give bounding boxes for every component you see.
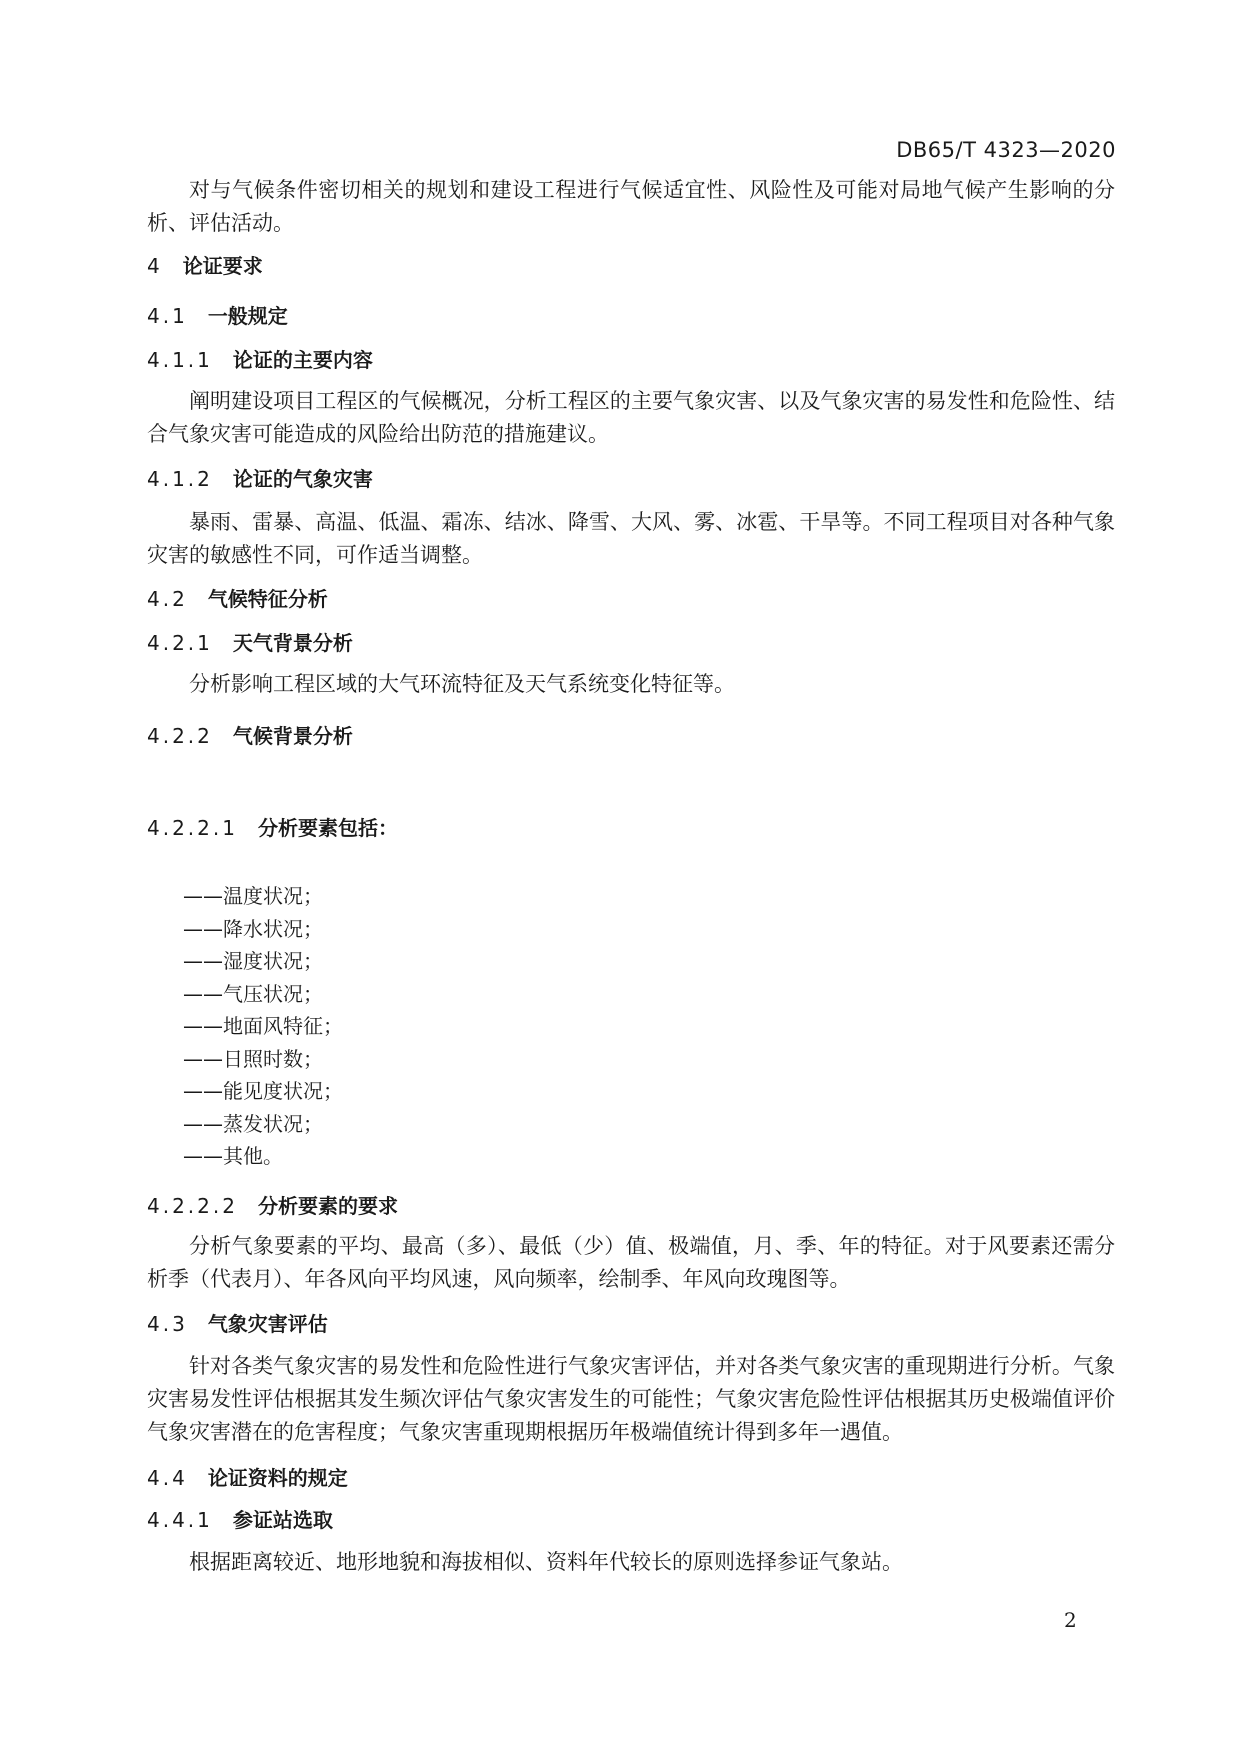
heading-4-1-2: [147, 463, 373, 492]
heading-number: 4.2: [147, 587, 188, 611]
heading-number: 4.4.1: [147, 1508, 213, 1532]
heading-title: 论证要求: [182, 254, 263, 278]
analysis-elements-list: [183, 880, 343, 1173]
heading-title: 气候背景分析: [232, 724, 353, 748]
heading-title: 参证站选取: [232, 1508, 333, 1532]
heading-number: 4.2.2: [147, 724, 213, 748]
heading-4-3: [147, 1308, 328, 1337]
heading-number: 4.1: [147, 304, 188, 328]
heading-title: 论证资料的规定: [207, 1466, 348, 1490]
heading-title: 一般规定: [207, 304, 288, 328]
list-item: ——降水状况；: [183, 916, 323, 941]
paragraph-4-1-2: 暴雨、雷暴、高温、低温、霜冻、结冰、降雪、大风、雾、冰雹、干旱等。不同工程项目对各种气象灾害的敏感性不同，可作适当调整。: [147, 510, 1115, 567]
heading-4-1: [147, 300, 288, 329]
paragraph-4-4-1: 根据距离较近、地形地貌和海拔相似、资料年代较长的原则选择参证气象站。: [189, 1550, 903, 1574]
heading-4-4-1: [147, 1504, 333, 1533]
heading-number: 4.2.2.2: [147, 1194, 238, 1218]
page-number: 2: [1064, 1608, 1077, 1632]
heading-number: 4.1.1: [147, 348, 213, 372]
document-code: DB65/T 4323—2020: [896, 138, 1116, 162]
heading-4-2-2-1: [147, 812, 398, 841]
heading-number: 4: [147, 254, 163, 278]
paragraph-4-3: 针对各类气象灾害的易发性和危险性进行气象灾害评估，并对各类气象灾害的重现期进行分析。气象灾害易发性评估根据其发生频次评估气象灾害发生的可能性；气象灾害危险性评估根据其历史极端值评价气象灾害潜在的危害程度；气象灾害重现期根据历年极端值统计得到多年一遇值。: [147, 1354, 1115, 1444]
list-item: ——地面风特征；: [183, 1014, 343, 1038]
heading-4-1-1: [147, 344, 373, 373]
heading-title: 论证的气象灾害: [232, 467, 373, 491]
heading-4: [147, 250, 263, 279]
heading-title: 分析要素包括：: [257, 816, 398, 840]
heading-title: 气象灾害评估: [207, 1312, 328, 1336]
list-item: ——湿度状况；: [183, 949, 323, 973]
heading-number: 4.2.1: [147, 631, 213, 655]
heading-4-2-1: [147, 627, 353, 656]
heading-title: 分析要素的要求: [257, 1194, 398, 1218]
paragraph-4-2-1: 分析影响工程区域的大气环流特征及天气系统变化特征等。: [189, 672, 735, 696]
list-item: ——其他。: [183, 1144, 283, 1168]
paragraph-4-2-2-2: 分析气象要素的平均、最高（多）、最低（少）值、极端值，月、季、年的特征。对于风要素还需分析季（代表月）、年各风向平均风速，风向频率，绘制季、年风向玫瑰图等。: [147, 1234, 1115, 1291]
heading-title: 气候特征分析: [207, 587, 328, 611]
list-item: ——蒸发状况；: [183, 1111, 323, 1136]
heading-title: 论证的主要内容: [232, 348, 373, 372]
list-item: ——温度状况；: [183, 884, 323, 908]
heading-4-2-2-2: [147, 1190, 398, 1219]
intro-paragraph: 对与气候条件密切相关的规划和建设工程进行气候适宜性、风险性及可能对局地气候产生影响的分析、评估活动。: [147, 178, 1115, 235]
list-item: ——气压状况；: [183, 981, 323, 1006]
list-item: ——日照时数；: [183, 1046, 323, 1071]
list-item: ——能见度状况；: [183, 1079, 343, 1103]
heading-number: 4.4: [147, 1466, 188, 1490]
heading-4-2-2: [147, 720, 353, 749]
heading-4-4: [147, 1462, 348, 1491]
heading-4-2: [147, 583, 328, 612]
heading-number: 4.2.2.1: [147, 816, 238, 840]
heading-number: 4.3: [147, 1312, 188, 1336]
heading-number: 4.1.2: [147, 467, 213, 491]
paragraph-4-1-1: 阐明建设项目工程区的气候概况，分析工程区的主要气象灾害、以及气象灾害的易发性和危险性、结合气象灾害可能造成的风险给出防范的措施建议。: [147, 389, 1115, 446]
heading-title: 天气背景分析: [232, 631, 353, 655]
